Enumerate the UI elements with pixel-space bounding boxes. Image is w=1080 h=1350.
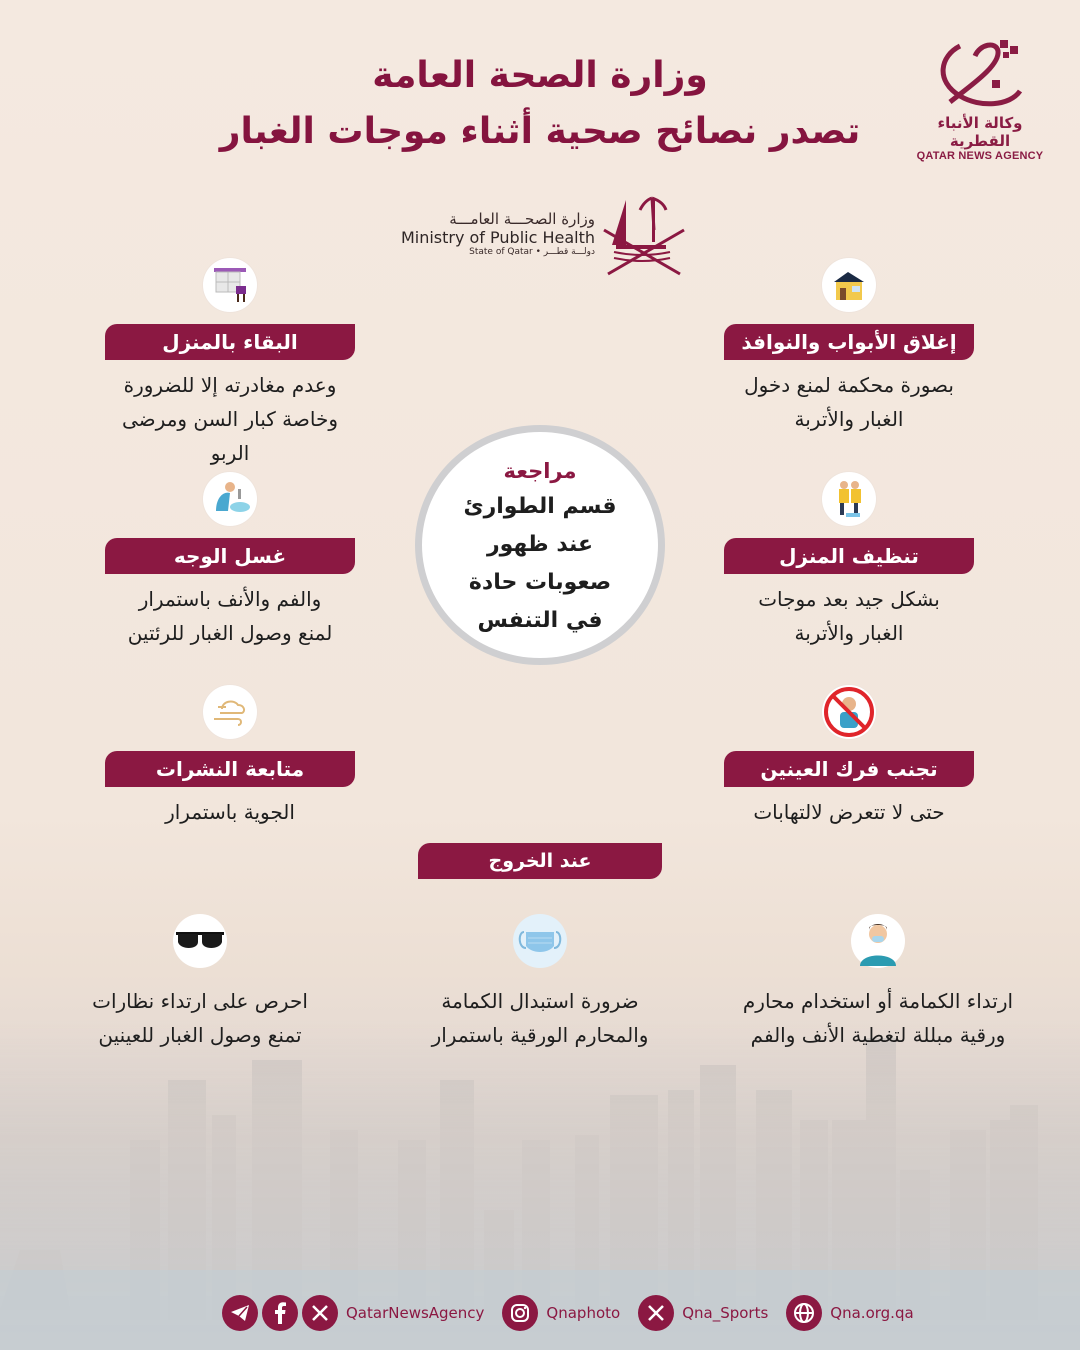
facebook-icon[interactable] bbox=[262, 1295, 298, 1331]
outdoor-tip-wear-glasses bbox=[50, 914, 350, 1052]
tip-line-1: ارتداء الكمامة أو استخدام محارم bbox=[742, 989, 1014, 1013]
instagram-icon[interactable] bbox=[502, 1295, 538, 1331]
qna-sports-handle[interactable]: Qna_Sports bbox=[682, 1304, 769, 1322]
outdoor-tip-wear-mask bbox=[728, 914, 1028, 1052]
tip-follow-weather bbox=[105, 685, 355, 829]
title-line-2: تصدر نصائح صحية أثناء موجات الغبار bbox=[219, 111, 861, 152]
tip-close-doors-windows bbox=[724, 258, 974, 436]
no-eye-rubbing-icon bbox=[822, 685, 876, 739]
x-icon[interactable] bbox=[638, 1295, 674, 1331]
tip-line-1: الجوية باستمرار bbox=[165, 800, 295, 824]
emergency-line: قسم الطوارئ bbox=[463, 494, 617, 519]
telegram-icon[interactable] bbox=[222, 1295, 258, 1331]
tip-title: غسل الوجه bbox=[105, 538, 355, 574]
tip-line-1: بصورة محكمة لمنع دخول bbox=[744, 373, 954, 397]
tip-description bbox=[724, 795, 974, 829]
masked-person-icon bbox=[851, 914, 905, 968]
tip-line-2: تمنع وصول الغبار للعينين bbox=[98, 1023, 302, 1047]
outdoor-section-title: عند الخروج bbox=[418, 843, 662, 879]
social-links-footer bbox=[222, 1294, 932, 1332]
tip-wash-face bbox=[105, 472, 355, 650]
emergency-line: صعوبات حادة bbox=[468, 570, 612, 595]
tip-line-2: ورقية مبللة لتغطية الأنف والفم bbox=[750, 1023, 1006, 1047]
tip-line-2: لمنع وصول الغبار للرئتين bbox=[127, 621, 333, 645]
face-washing-icon bbox=[203, 472, 257, 526]
globe-icon[interactable] bbox=[786, 1295, 822, 1331]
emergency-advice-circle bbox=[415, 425, 665, 665]
cleaning-workers-icon bbox=[822, 472, 876, 526]
house-icon bbox=[822, 258, 876, 312]
tip-line-2: الغبار والأتربة bbox=[794, 407, 904, 431]
sunglasses-icon bbox=[173, 914, 227, 968]
qna-arabic-name: وكالة الأنباء القطرية bbox=[937, 114, 1023, 150]
tip-line-1: بشكل جيد بعد موجات bbox=[758, 587, 940, 611]
tip-title: إغلاق الأبواب والنوافذ bbox=[724, 324, 974, 360]
emergency-line: عند ظهور bbox=[486, 532, 594, 557]
title-line-1: وزارة الصحة العامة bbox=[372, 55, 708, 96]
tip-description bbox=[105, 795, 355, 829]
outdoor-tip-description bbox=[390, 984, 690, 1052]
tip-avoid-rubbing-eyes bbox=[724, 685, 974, 829]
emergency-heading: مراجعة bbox=[503, 459, 577, 483]
page-title bbox=[180, 48, 900, 160]
qna-emblem-icon bbox=[930, 36, 1030, 112]
qatarnewsagency-handle[interactable]: QatarNewsAgency bbox=[346, 1304, 485, 1322]
tip-stay-home bbox=[105, 258, 355, 470]
tip-line-2: الغبار والأتربة bbox=[794, 621, 904, 645]
tip-description bbox=[105, 368, 355, 470]
tip-title: تنظيف المنزل bbox=[724, 538, 974, 574]
qna-logo bbox=[905, 36, 1055, 166]
tip-description bbox=[724, 368, 974, 436]
tip-clean-house bbox=[724, 472, 974, 650]
emergency-line: في التنفس bbox=[477, 608, 603, 633]
window-chair-icon bbox=[203, 258, 257, 312]
tip-line-1: حتى لا تتعرض لالتهابات bbox=[753, 800, 945, 824]
outdoor-tip-replace-mask bbox=[390, 914, 690, 1052]
tip-description bbox=[724, 582, 974, 650]
moph-state-line: State of Qatar • دولـــة قطـــر bbox=[469, 247, 595, 257]
qatar-emblem-icon bbox=[602, 190, 687, 280]
x-icon[interactable] bbox=[302, 1295, 338, 1331]
tip-title: البقاء بالمنزل bbox=[105, 324, 355, 360]
qna-english-name: QATAR NEWS AGENCY bbox=[916, 150, 1044, 162]
face-mask-icon bbox=[513, 914, 567, 968]
tip-line-1: ضرورة استبدال الكمامة bbox=[441, 989, 639, 1013]
wind-cloud-icon bbox=[203, 685, 257, 739]
tip-line-1: وعدم مغادرته إلا للضرورة bbox=[123, 373, 337, 397]
tip-line-1: احرص على ارتداء نظارات bbox=[92, 989, 308, 1013]
tip-description bbox=[105, 582, 355, 650]
moph-english-name: Ministry of Public Health bbox=[400, 228, 595, 247]
tip-title: تجنب فرك العينين bbox=[724, 751, 974, 787]
tip-line-1: والفم والأنف باستمرار bbox=[138, 587, 322, 611]
qna-website-link[interactable]: Qna.org.qa bbox=[830, 1304, 914, 1322]
outdoor-tip-description bbox=[728, 984, 1028, 1052]
tip-line-2: والمحارم الورقية باستمرار bbox=[431, 1023, 649, 1047]
moph-logo bbox=[390, 190, 690, 280]
tip-title: متابعة النشرات bbox=[105, 751, 355, 787]
qnaphoto-handle[interactable]: Qnaphoto bbox=[546, 1304, 621, 1322]
moph-arabic-name: وزارة الصحـــة العامـــة bbox=[449, 210, 595, 228]
tip-line-2: وخاصة كبار السن ومرضى الربو bbox=[122, 407, 338, 465]
outdoor-tip-description bbox=[50, 984, 350, 1052]
